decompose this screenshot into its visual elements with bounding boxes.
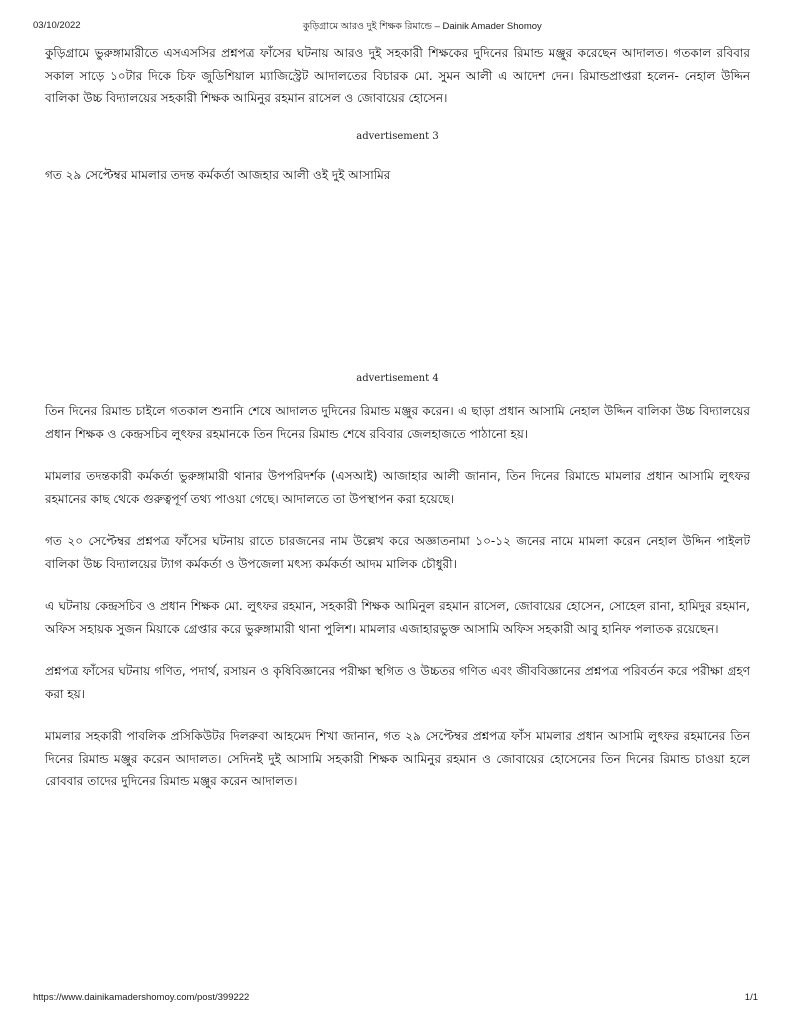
advertisement-slot bbox=[45, 186, 750, 372]
article-paragraph-2: গত ২৯ সেপ্টেম্বর মামলার তদন্ত কর্মকর্তা আজহার আলী ওই দুই আসামির bbox=[45, 167, 391, 182]
print-date: 03/10/2022 bbox=[33, 20, 81, 31]
article-paragraph-3: তিন দিনের রিমান্ড চাইলে গতকাল শুনানি শেষে আদালত দুদিনের রিমান্ড মঞ্জুর করেন। এ ছাড়া প্রধান আসামি নেহাল উদ্দিন বালিকা উচ্চ বিদ্যালয়ের প্রধান শিক্ষক ও কেন্দ্রসচিব লুৎফর রহমানকে তিন দিনের রিমান্ড শেষে রবিবার জেলহাজতে পাঠানো হয়। bbox=[45, 404, 750, 441]
article-paragraph-8: মামলার সহকারী পাবলিক প্রসিকিউটর দিলরুবা আহমেদ শিখা জানান, গত ২৯ সেপ্টেম্বর প্রশ্নপত্র ফাঁস মামলার প্রধান আসামি লুৎফর রহমানের তিন দিনের রিমান্ড মঞ্জুর করেন আদালত। সেদিনই দুই আসামি সহকারী শিক্ষক আমিনুর রহমান ও জোবায়ের হোসেনের তিন দিনের রিমান্ড চাওয়া হলে রোববার তাদের দুদিনের রিমান্ড মঞ্জুর করেন আদালত। bbox=[45, 729, 750, 788]
page-number: 1/1 bbox=[744, 992, 758, 1003]
article-body bbox=[45, 42, 750, 793]
page-title: কুড়িগ্রামে আরও দুই শিক্ষক রিমান্ডে – Dainik Amader Shomoy bbox=[303, 21, 542, 32]
advertisement-label-4: advertisement 4 bbox=[356, 373, 439, 384]
print-header bbox=[33, 20, 758, 34]
article-paragraph-4: মামলার তদন্তকারী কর্মকর্তা ভুরুঙ্গামারী থানার উপপরিদর্শক (এসআই) আজাহার আলী জানান, তিন দিনের রিমান্ডে মামলার প্রধান আসামি লুৎফর রহমানের কাছ থেকে গুরুত্বপূর্ণ তথ্য পাওয়া গেছে। আদালতে তা উপস্থাপন করা হয়েছে। bbox=[45, 469, 750, 506]
print-footer bbox=[33, 992, 758, 1006]
article-paragraph-7: প্রশ্নপত্র ফাঁসের ঘটনায় গণিত, পদার্থ, রসায়ন ও কৃষিবিজ্ঞানের পরীক্ষা স্থগিত ও উচ্চতর গণিত এবং জীববিজ্ঞানের প্রশ্নপত্র পরিবর্তন করে পরীক্ষা গ্রহণ করা হয়। bbox=[45, 664, 750, 701]
article-paragraph-6: এ ঘটনায় কেন্দ্রসচিব ও প্রধান শিক্ষক মো. লুৎফর রহমান, সহকারী শিক্ষক আমিনুল রহমান রাসেল, জোবায়ের হোসেন, সোহেল রানা, হামিদুর রহমান, অফিস সহায়ক সুজন মিয়াকে গ্রেপ্তার করে ভুরুঙ্গামারী থানা পুলিশ। মামলার এজাহারভুক্ত আসামি অফিস সহকারী আবু হানিফ পলাতক রয়েছেন। bbox=[45, 599, 750, 636]
article-paragraph-1: কুড়িগ্রামে ভুরুঙ্গামারীতে এসএসসির প্রশ্নপত্র ফাঁসের ঘটনায় আরও দুই সহকারী শিক্ষকের দুদিনের রিমান্ড মঞ্জুর করেছেন আদালত। গতকাল রবিবার সকাল সাড়ে ১০টার দিকে চিফ জুডিশিয়াল ম্যাজিস্ট্রেট আদালতের বিচারক মো. সুমন আলী এ আদেশ দেন। রিমান্ডপ্রাপ্তরা হলেন- নেহাল উদ্দিন বালিকা উচ্চ বিদ্যালয়ের সহকারী শিক্ষক আমিনুর রহমান রাসেল ও জোবায়ের হোসেন। bbox=[45, 46, 750, 105]
advertisement-label-3: advertisement 3 bbox=[356, 130, 439, 142]
article-paragraph-5: গত ২০ সেপ্টেম্বর প্রশ্নপত্র ফাঁসের ঘটনায় রাতে চারজনের নাম উল্লেখ করে অজ্ঞাতনামা ১০-১২ জনের নামে মামলা করেন নেহাল উদ্দিন পাইলট বালিকা উচ্চ বিদ্যালয়ের ট্যাগ কর্মকর্তা ও উপজেলা মৎস্য কর্মকর্তা আদম মালিক চৌধুরী। bbox=[45, 534, 750, 571]
page-url: https://www.dainikamadershomoy.com/post/399222 bbox=[33, 992, 250, 1003]
